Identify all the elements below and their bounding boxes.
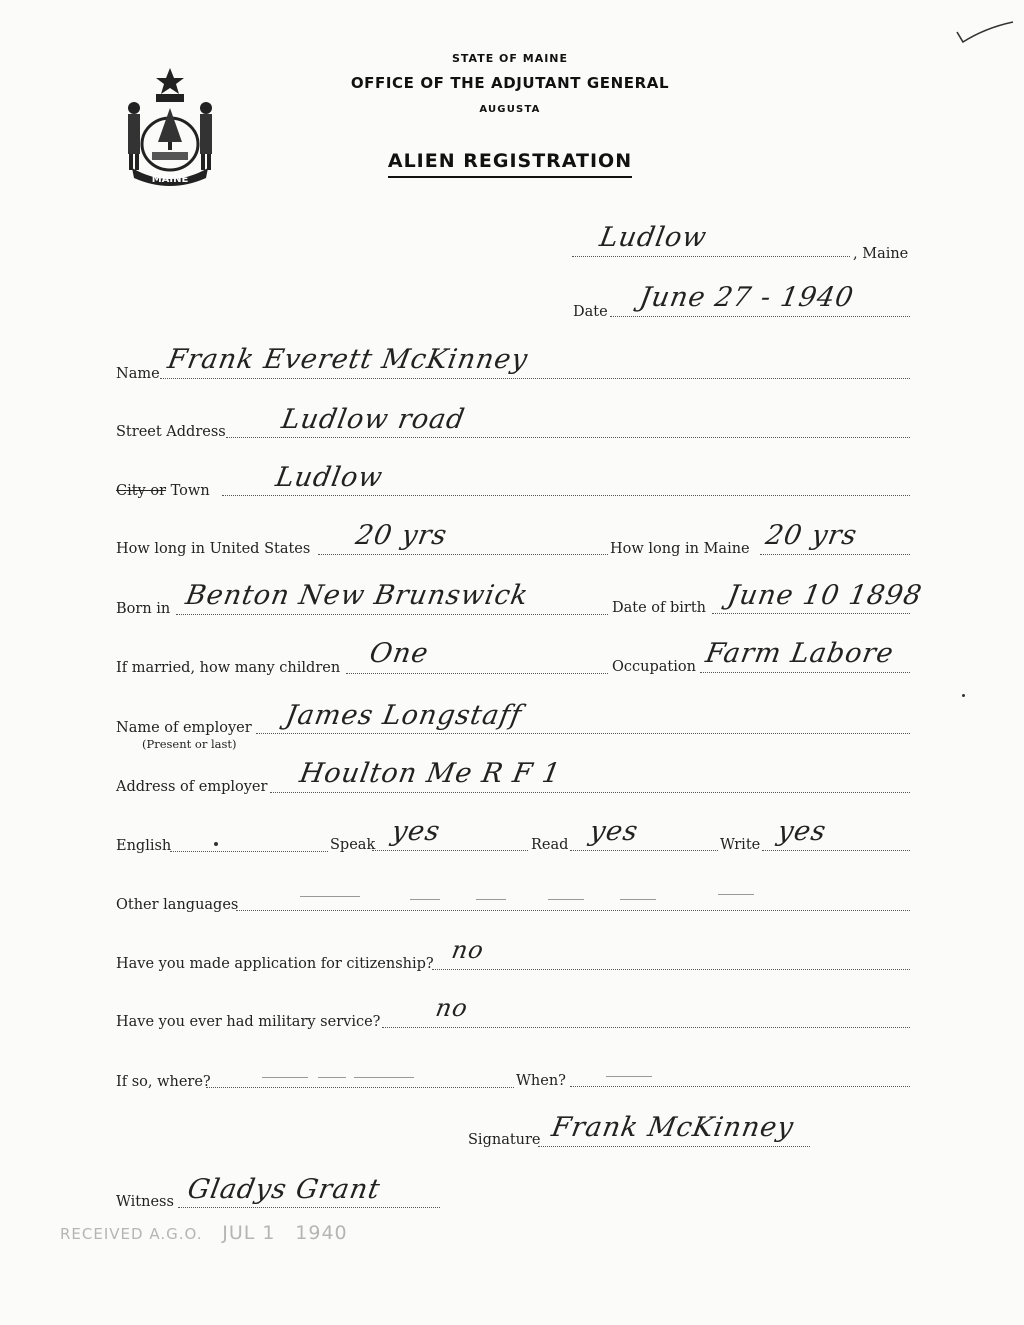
received-stamp <box>60 1222 348 1244</box>
city-heading: AUGUSTA <box>479 104 541 115</box>
ink-speck <box>962 694 965 697</box>
occupation-entry[interactable]: Farm Labore <box>703 638 897 669</box>
children-entry[interactable]: One <box>367 638 432 669</box>
employer-entry[interactable]: James Longstaff <box>283 700 525 731</box>
form-title <box>0 150 1022 172</box>
how-long-us-label: How long in United States <box>116 541 311 557</box>
place-entry[interactable]: Ludlow <box>597 222 710 253</box>
write-entry[interactable]: yes <box>775 816 829 847</box>
citizenship-entry[interactable]: no <box>449 936 487 964</box>
ink-speck <box>214 842 218 846</box>
signature-label: Signature <box>468 1132 541 1148</box>
other-languages-label: Other languages <box>116 897 239 913</box>
check-mark-icon <box>955 18 1015 48</box>
how-long-us-entry[interactable]: 20 yrs <box>353 520 450 551</box>
how-long-maine-label: How long in Maine <box>610 541 750 557</box>
town-entry[interactable]: Ludlow <box>273 462 386 493</box>
speak-entry[interactable]: yes <box>389 816 443 847</box>
write-label: Write <box>720 837 761 853</box>
date-of-birth-entry[interactable]: June 10 1898 <box>725 580 925 611</box>
office-heading: OFFICE OF THE ADJUTANT GENERAL <box>350 74 670 92</box>
town-text: Town <box>170 483 210 499</box>
children-label: If married, how many children <box>116 660 341 676</box>
town-label <box>116 483 210 499</box>
form-title-text: ALIEN REGISTRATION <box>388 150 632 178</box>
read-entry[interactable]: yes <box>587 816 641 847</box>
english-label: English <box>116 838 172 854</box>
occupation-label: Occupation <box>612 659 696 675</box>
street-address-entry[interactable]: Ludlow road <box>279 404 468 435</box>
seal-text: MAINE <box>151 174 189 185</box>
witness-entry[interactable]: Gladys Grant <box>185 1174 383 1205</box>
military-label: Have you ever had military service? <box>116 1014 381 1030</box>
citizenship-label: Have you made application for citizenship? <box>116 956 434 972</box>
speak-label: Speak <box>330 837 376 853</box>
employer-address-label: Address of employer <box>116 779 268 795</box>
employer-label: Name of employer <box>116 720 252 736</box>
stamp-received: RECEIVED A.G.O. <box>60 1225 203 1243</box>
born-in-entry[interactable]: Benton New Brunswick <box>183 580 531 611</box>
military-entry[interactable]: no <box>433 994 471 1022</box>
stamp-year: 1940 <box>295 1222 348 1244</box>
where-label: If so, where? <box>116 1074 211 1090</box>
street-address-label: Street Address <box>116 424 226 440</box>
name-label: Name <box>116 366 160 382</box>
state-heading: STATE OF MAINE <box>451 52 569 65</box>
date-entry[interactable]: June 27 - 1940 <box>637 282 857 313</box>
employer-sublabel: (Present or last) <box>142 737 237 751</box>
employer-address-entry[interactable]: Houlton Me R F 1 <box>297 758 564 789</box>
name-entry[interactable]: Frank Everett McKinney <box>165 344 531 375</box>
stamp-month: JUL 1 <box>222 1222 276 1244</box>
how-long-maine-entry[interactable]: 20 yrs <box>763 520 860 551</box>
maine-label: , Maine <box>853 246 909 262</box>
born-in-label: Born in <box>116 601 171 617</box>
city-struck-text: City or <box>116 483 167 499</box>
witness-label: Witness <box>116 1194 174 1210</box>
signature-entry[interactable]: Frank McKinney <box>549 1112 797 1143</box>
date-of-birth-label: Date of birth <box>612 600 707 616</box>
read-label: Read <box>531 837 569 853</box>
when-label: When? <box>516 1073 566 1089</box>
date-label: Date <box>573 304 608 320</box>
